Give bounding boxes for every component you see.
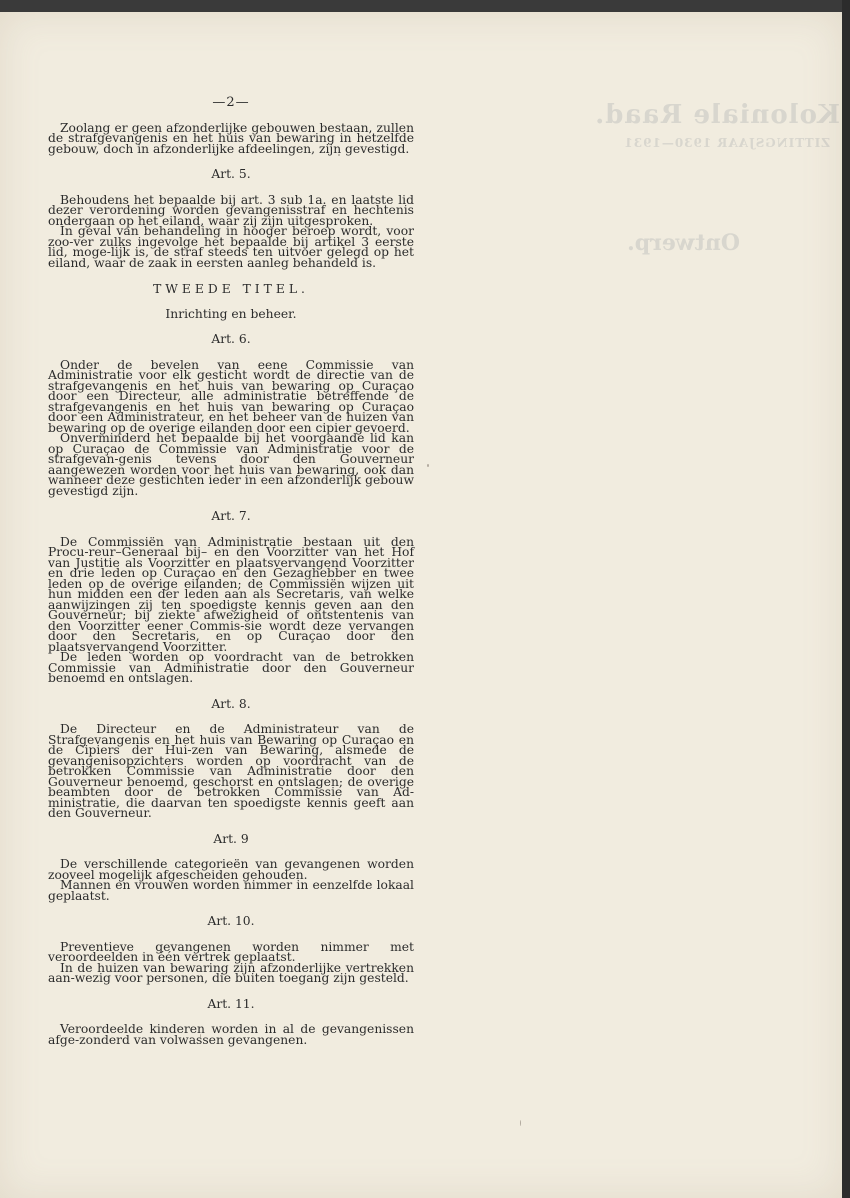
article-heading: Art. 11. — [207, 996, 255, 1011]
paragraph: Veroordeelde kinderen worden in al de gevangenissen afge-zonderd van volwassen gevangenen. — [48, 1022, 414, 1047]
bleed-line-2: ZITTINGSJAAR 1930—1931 — [623, 136, 830, 150]
article-heading: Art. 10. — [207, 914, 255, 928]
section-subtitle: Inrichting en beheer. — [165, 306, 297, 321]
paragraph: In de huizen van bewaring zijn afzonderlijke vertrekken aan-wezig voor personen, die buiten toegang zijn gesteld. — [48, 960, 414, 985]
bleed-line-3: Ontwerp. — [627, 230, 740, 256]
paper-speck — [520, 1120, 521, 1126]
paper-speck — [200, 1034, 201, 1038]
article-heading: Art. 5. — [211, 167, 251, 181]
paragraph: De Directeur en de Administrateur van de Strafgevangenis en het huis van Bewaring op Curaçao en de Cipiers der Hui-zen van Bewaring, alsmede de gevangenisopzichters worden op voordracht van de betrokken Commissie van Administratie door den Gouverneur benoemd, geschorst en ontslagen; de overige beambten door de betrokken Commissie van Ad-ministratie, die daarvan ten spoedigste kennis geeft aan den Gouverneur. — [48, 722, 414, 820]
document-body — [48, 95, 414, 1047]
paper-speck — [427, 464, 429, 467]
paragraph: Onverminderd het bepaalde bij het voorgaande lid kan op Curaçao de Commissie van Administratie voor de strafgevan-genis tevens door den Gouverneur aangewezen worden voor het huis van bewaring, ook dan wanneer deze gestichten ieder in een afzonderlijk gebouw gevestigd zijn. — [48, 431, 414, 498]
article-heading: Art. 8. — [211, 696, 251, 711]
paper-speck — [338, 154, 340, 156]
paragraph: Preventieve gevangenen worden nimmer met veroordeelden in één vertrek geplaatst. — [48, 939, 414, 964]
document-page — [0, 12, 842, 1198]
paragraph: De verschillende categorieën van gevangenen worden zooveel mogelijk afgescheiden gehouden. — [48, 857, 414, 882]
section-title: TWEEDE TITEL. — [153, 282, 309, 296]
article-heading: Art. 7. — [211, 509, 251, 523]
bleed-line-1: Koloniale Raad. — [594, 100, 840, 130]
paragraph: In geval van behandeling in hooger beroep wordt, voor zoo-ver zulks ingevolge het bepaalde bij artikel 3 eerste lid, moge-lijk is, de straf steeds ten uitvoer gelegd op het eiland, waar de zaak in eersten aanleg behandeld is. — [48, 224, 414, 270]
article-heading: Art. 6. — [211, 332, 251, 346]
paragraph: Zoolang er geen afzonderlijke gebouwen bestaan, zullen de strafgevangenis en het huis van bewaring in hetzelfde gebouw, doch in afzonderlijke afdeelingen, zijn gevestigd. — [48, 120, 414, 156]
article-heading: Art. 9 — [213, 831, 249, 846]
paragraph: Behoudens het bepaalde bij art. 3 sub 1a. en laatste lid dezer verordening worden gevangenisstraf en hechtenis ondergaan op het eiland, waar zij zijn uitgesproken. — [48, 192, 414, 228]
paragraph: De Commissiën van Administratie bestaan uit den Procu-reur–Generaal bij– en den Voorzitter van het Hof van Justitie als Voorzitter en plaatsvervangend Voorzitter en drie leden op Curaçao en den Gezaghebber en twee leden op de overige eilanden; de Commissiën wijzen uit hun midden een der leden aan als Secretaris, van welke aanwijzingen zij ten spoedigste kennis geven aan den Gouverneur; bij ziekte afwezigheid of ontstentenis van den Voorzitter eener Commis-sie wordt deze vervangen door den Secretaris, en op Curaçao door den plaatsvervangend Voorzitter. — [48, 534, 414, 654]
paragraph: Mannen en vrouwen worden nimmer in eenzelfde lokaal geplaatst. — [48, 878, 414, 903]
paragraph: Onder de bevelen van eene Commissie van Administratie voor elk gesticht wordt de directie van de strafgevangenis en het huis van bewaring op Curaçao door een Directeur, alle administratie betreffende de strafgevangenis en het huis van bewaring op Curaçao door een Administrateur, en het beheer van de huizen van bewaring op de overige eilanden door een cipier gevoerd. — [48, 357, 414, 435]
page-number: —2— — [212, 95, 250, 110]
scan-edge — [842, 0, 850, 1198]
paragraph: De leden worden op voordracht van de betrokken Commissie van Administratie door den Gouverneur benoemd en ontslagen. — [48, 650, 414, 685]
